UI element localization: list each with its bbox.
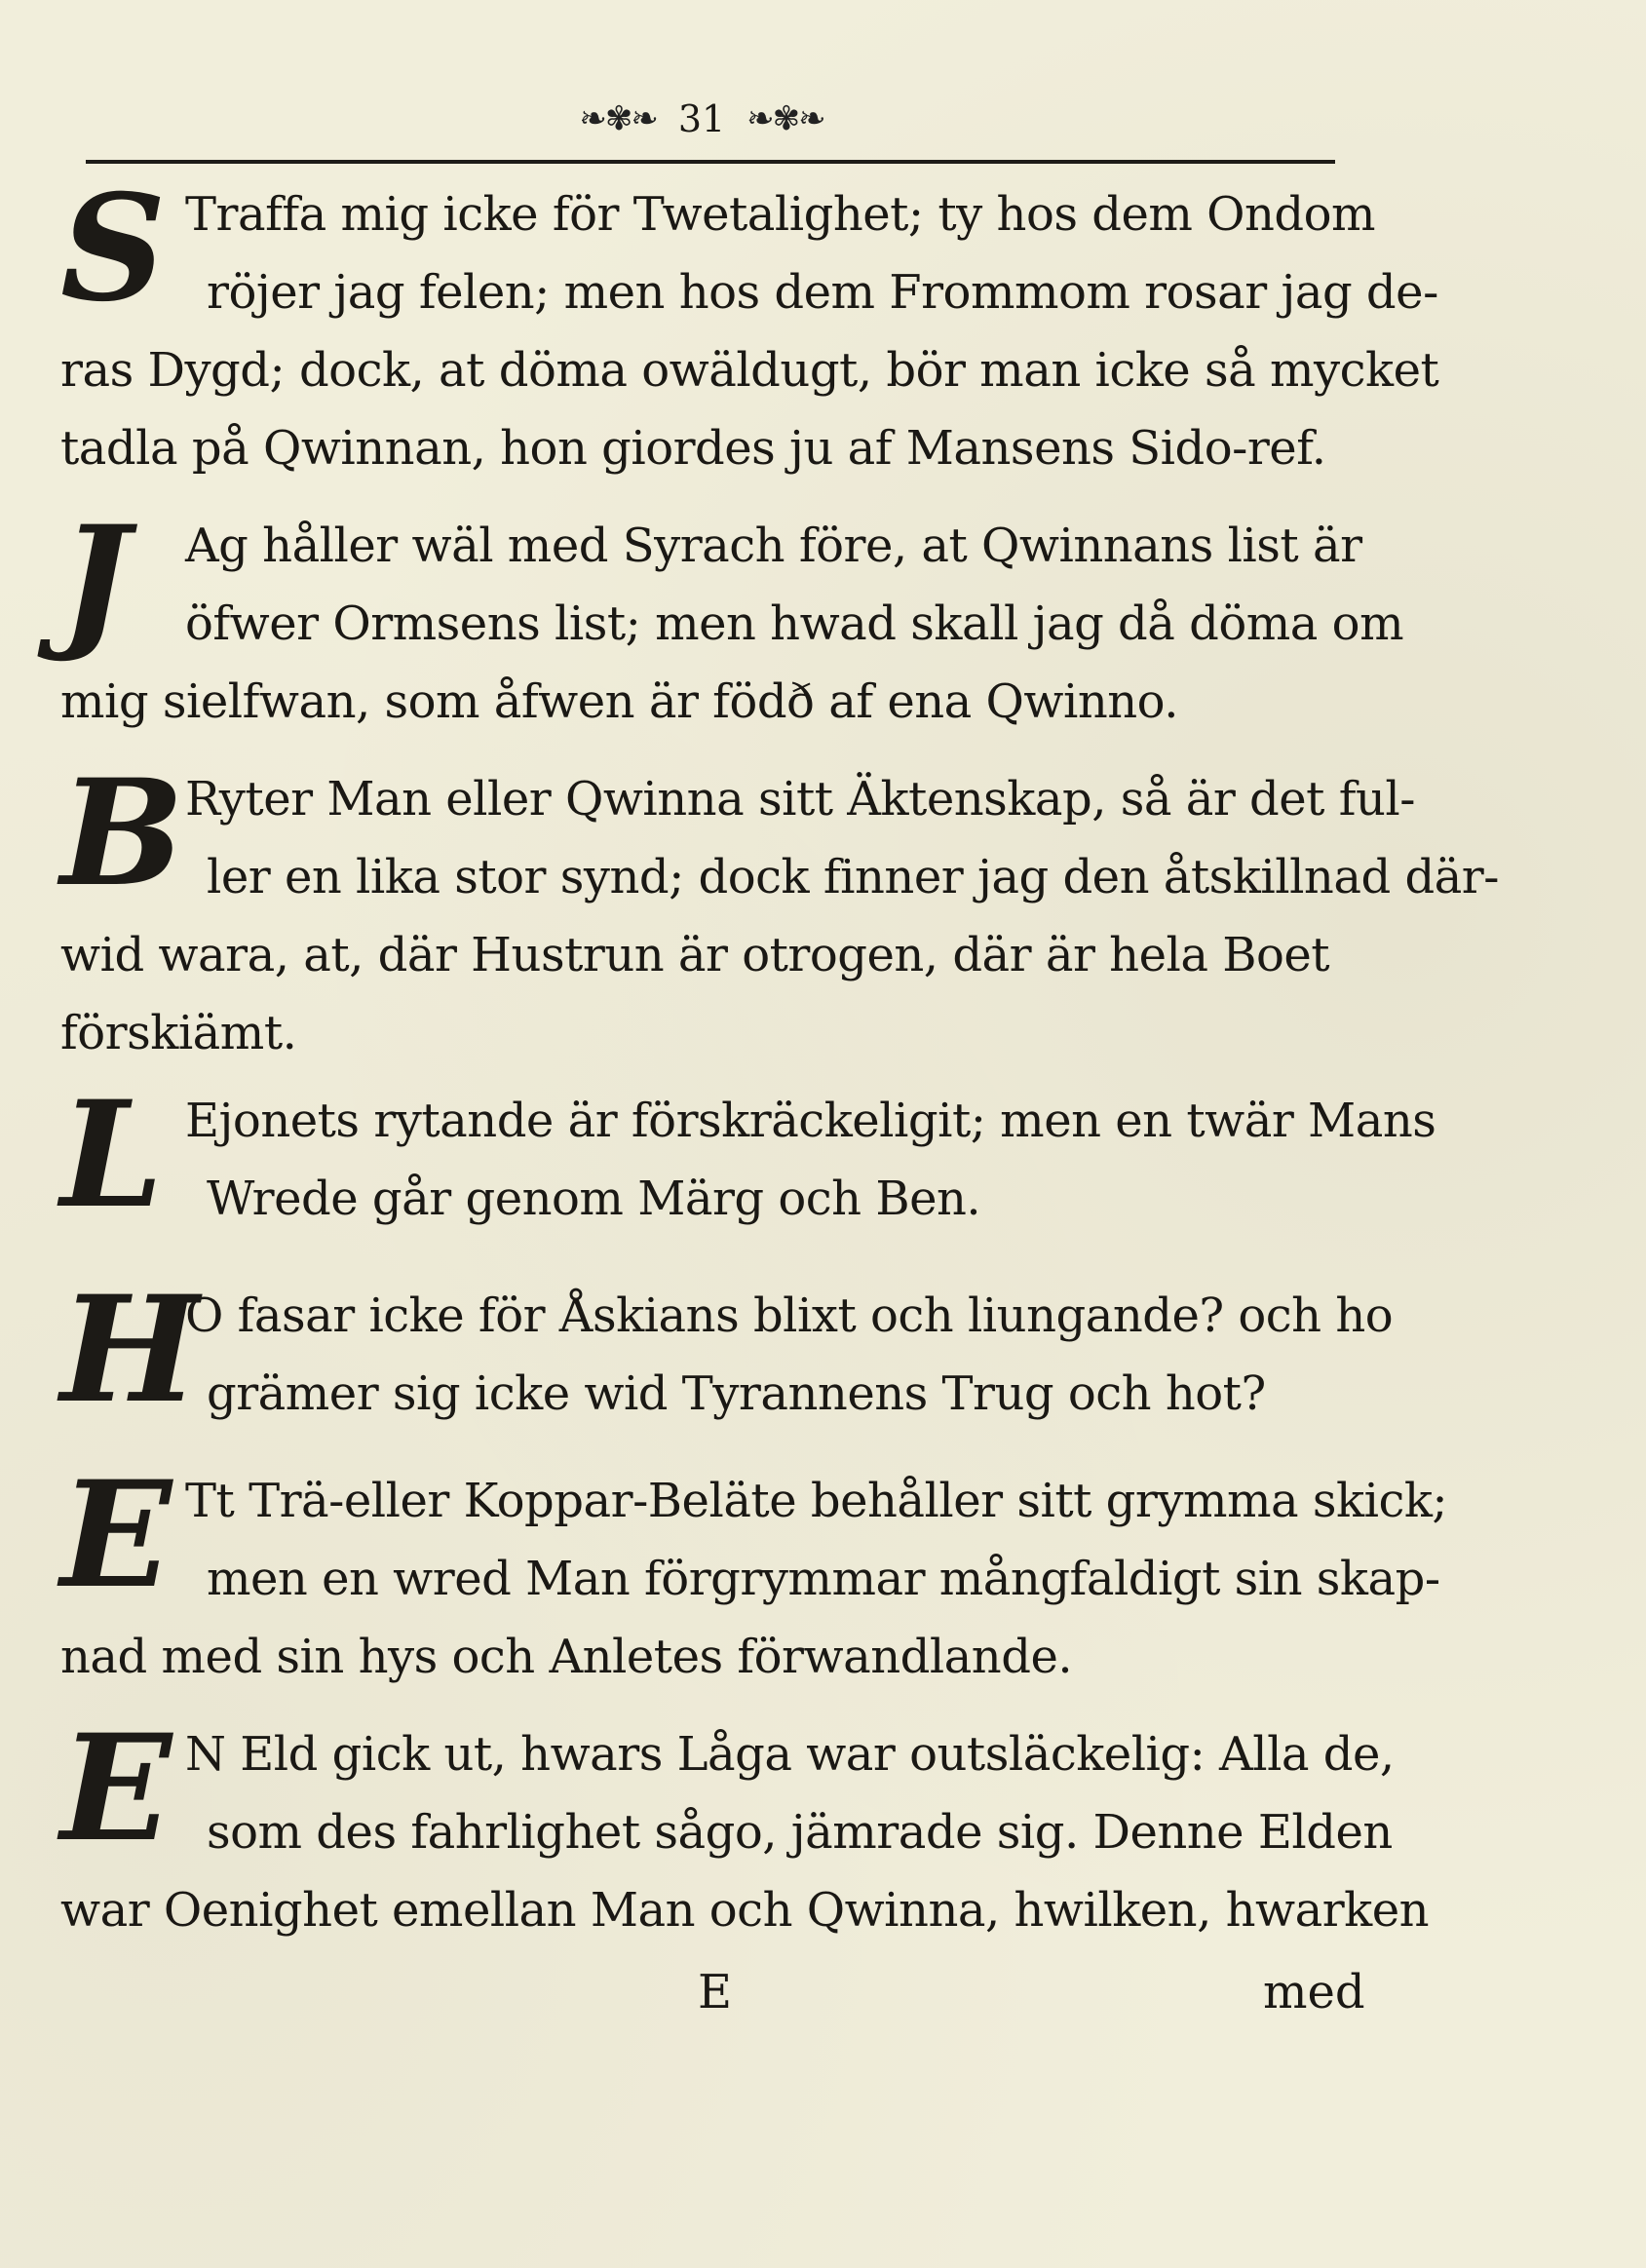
header-rule — [86, 160, 1335, 164]
page-number: 31 — [677, 97, 726, 140]
text-line: Traffa mig icke för Twetalighet; ty hos dem Ondom — [185, 187, 1376, 242]
text-line: wid wara, at, där Hustrun är otrogen, där är hela Boet — [60, 928, 1330, 982]
page-header — [555, 90, 848, 148]
signature-mark: E — [698, 1965, 733, 2019]
paragraph-1 — [60, 163, 1439, 487]
drop-cap: E — [60, 1449, 172, 1621]
text-line: ras Dygd; dock, at döma owäldugt, bör man icke så mycket — [60, 343, 1439, 398]
page-footer — [0, 1953, 1646, 2031]
paragraph-6 — [60, 1449, 1448, 1696]
text-line: Ryter Man eller Qwinna sitt Äktenskap, så är det ful- — [185, 772, 1415, 826]
text-line: Wrede går genom Märg och Ben. — [207, 1172, 981, 1226]
text-line: men en wred Man förgrymmar mångfaldigt sin skap- — [207, 1552, 1440, 1606]
text-line: röjer jag felen; men hos dem Frommom rosar jag de- — [207, 265, 1438, 320]
text-line: Ejonets rytande är förskräckeligit; men en twär Mans — [185, 1094, 1436, 1148]
drop-cap: H — [60, 1264, 199, 1436]
paragraph-5 — [60, 1264, 1394, 1436]
text-line: Ag håller wäl med Syrach före, at Qwinnans list är — [185, 519, 1362, 573]
paragraph-4 — [60, 1069, 1436, 1241]
drop-cap: B — [60, 748, 184, 919]
paragraph-7 — [60, 1703, 1430, 1949]
ornament-left: ❧✾❧ — [579, 99, 657, 138]
text-line: ler en lika stor synd; dock finner jag den åtskillnad där- — [207, 850, 1499, 904]
text-line: mig sielfwan, som åfwen är födð af ena Qwinno. — [60, 674, 1178, 729]
text-line: nad med sin hys och Anletes förwandlande. — [60, 1630, 1073, 1684]
text-line: som des fahrlighet sågo, jämrade sig. Denne Elden — [207, 1805, 1393, 1860]
drop-cap: J — [60, 494, 130, 666]
paragraph-2 — [60, 494, 1404, 741]
ornament-right: ❧✾❧ — [746, 99, 824, 138]
text-line: war Oenighet emellan Man och Qwinna, hwilken, hwarken — [60, 1883, 1430, 1938]
drop-cap: L — [60, 1069, 164, 1241]
text-line: Tt Trä-eller Koppar-Beläte behåller sitt grymma skick; — [185, 1474, 1448, 1528]
text-line: grämer sig icke wid Tyrannens Trug och hot? — [207, 1366, 1266, 1421]
drop-cap: E — [60, 1703, 172, 1874]
paragraph-3 — [60, 748, 1499, 1072]
text-line: förskiämt. — [60, 1006, 297, 1060]
drop-cap: S — [60, 163, 167, 334]
catchword: med — [1263, 1965, 1365, 2019]
text-line: öfwer Ormsens list; men hwad skall jag då döma om — [185, 596, 1404, 651]
text-line: tadla på Qwinnan, hon giordes ju af Mansens Sido-ref. — [60, 421, 1326, 476]
text-line: O fasar icke för Åskians blixt och liungande? och ho — [185, 1288, 1394, 1343]
text-line: N Eld gick ut, hwars Låga war outsläckelig: Alla de, — [185, 1727, 1395, 1782]
